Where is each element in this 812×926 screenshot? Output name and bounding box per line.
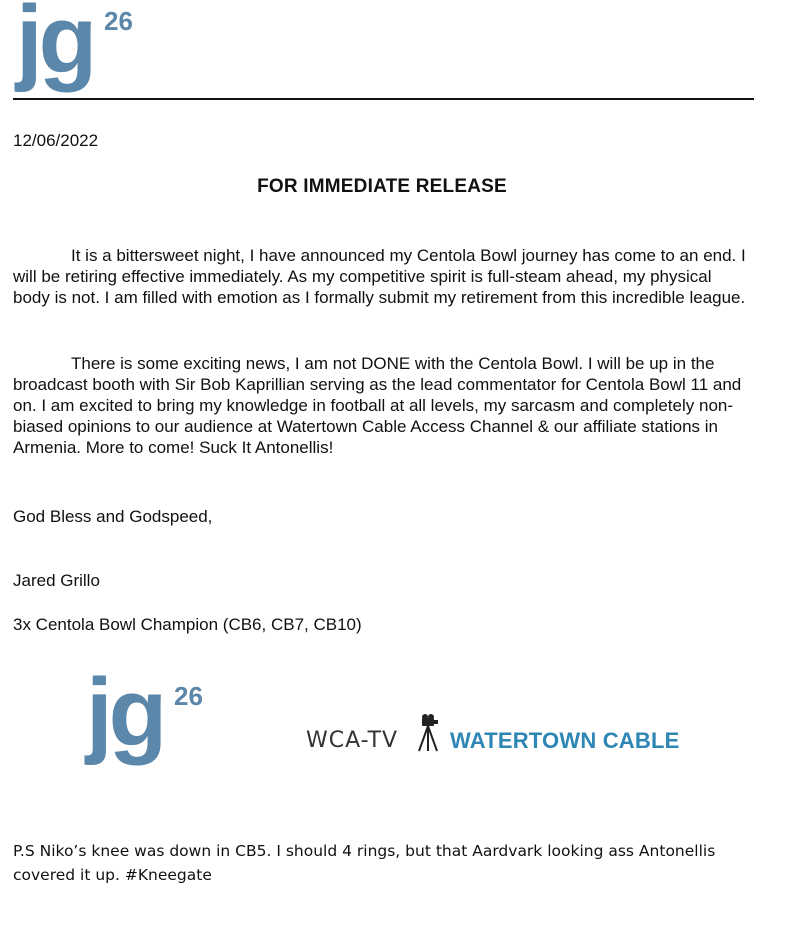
body-paragraph: It is a bittersweet night, I have announced my Centola Bowl journey has come to an end. I will be retiring effective immediately. As my competitive spirit is full-steam ahead, my physical body is not. I am filled with emotion as I formally submit my retirement from this incredible league. (13, 246, 746, 307)
closing-line: God Bless and Godspeed, (13, 507, 213, 526)
logo-superscript: 26 (104, 6, 133, 36)
jg26-logo (16, 0, 136, 102)
jg26-footer-logo (86, 659, 216, 785)
body-paragraph: There is some exciting news, I am not DONE with the Centola Bowl. I will be up in the broadcast booth with Sir Bob Kaprillian serving as the lead commentator for Centola Bowl 11 and on. I am excited to bring my knowledge in football at all levels, my sarcasm and completely non-biased opinions to our audience at Watertown Cable Access Channel & our affiliate stations in Armenia. More to come! Suck It Antonellis! (13, 354, 742, 457)
headline: FOR IMMEDIATE RELEASE (257, 176, 507, 197)
watertown-cable-logo: WATERTOWN CABLE (450, 728, 680, 753)
release-date: 12/06/2022 (13, 131, 99, 150)
wca-tv-logo (306, 712, 436, 754)
postscript: P.S Niko’s knee was down in CB5. I should 4 rings, but that Aardvark looking ass Antonellis covered it up. #Kneegate (13, 842, 716, 884)
signature-name: Jared Grillo (13, 571, 100, 590)
logo-superscript: 26 (174, 681, 203, 711)
wca-tv-text: WCA-TV (306, 728, 399, 753)
logo-letters: jg (16, 0, 94, 93)
logo-letters: jg (86, 659, 164, 766)
header-divider (13, 98, 754, 100)
camera-tripod-icon (416, 714, 440, 752)
signature-title: 3x Centola Bowl Champion (CB6, CB7, CB10) (13, 615, 362, 634)
